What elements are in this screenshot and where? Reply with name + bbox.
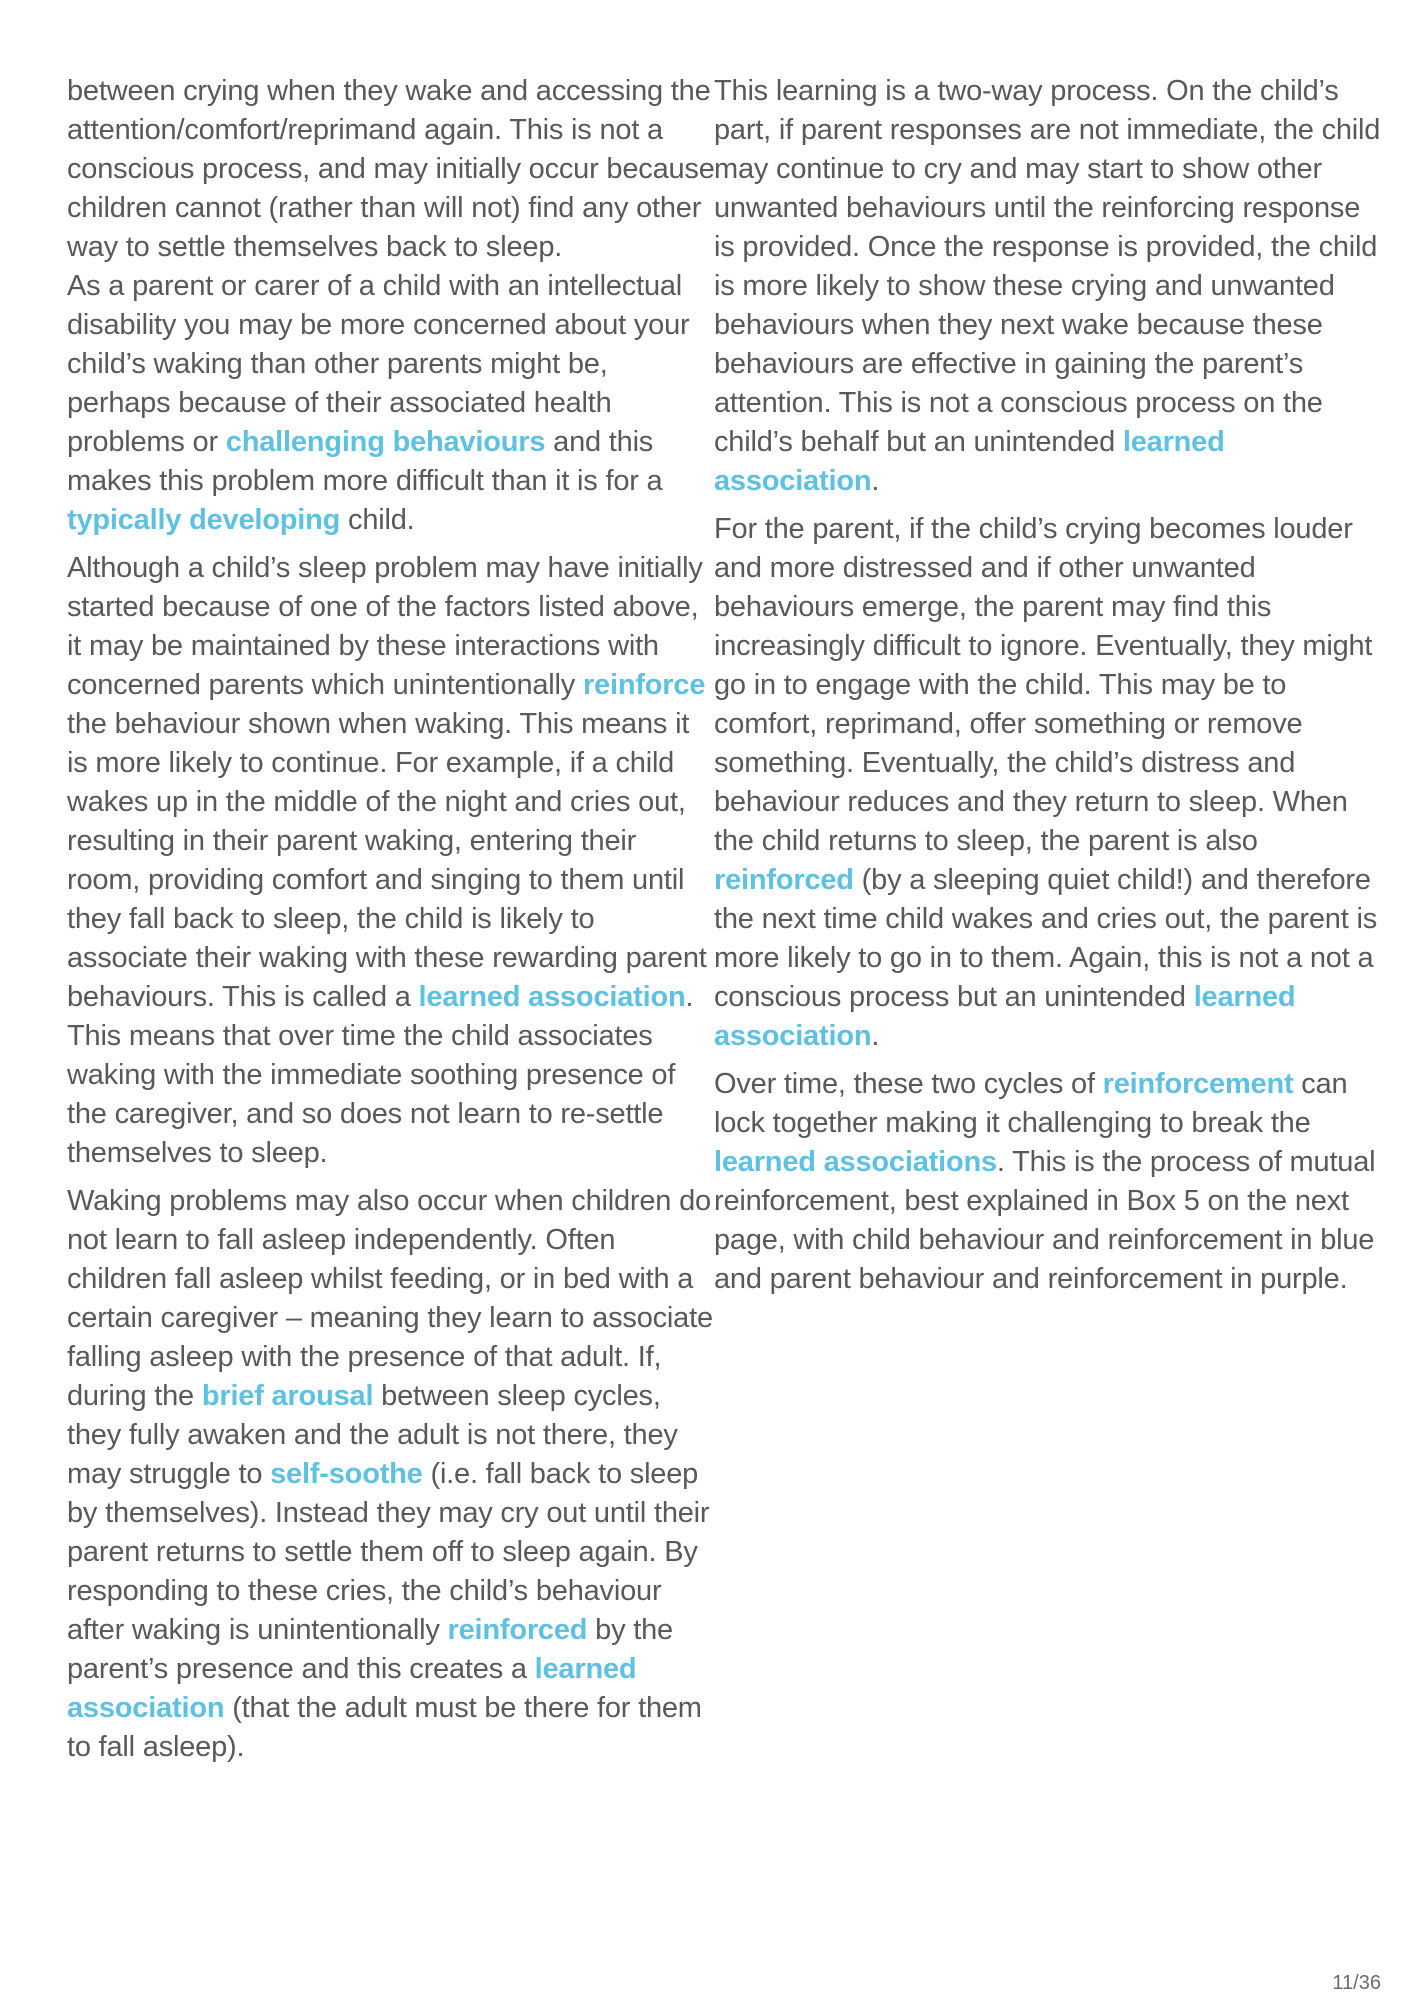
page-number: 11/36 xyxy=(1332,1972,1381,1994)
glossary-term: learned association xyxy=(714,981,1296,1052)
glossary-term: reinforced xyxy=(447,1614,588,1646)
glossary-term: reinforced xyxy=(714,864,854,896)
paragraph: For the parent, if the child’s crying becomes louder and more distressed and if other unwanted behaviours emerge, the parent may find this increasingly difficult to ignore. Eventually, they might go in to engage with the child. This may be to comfort, reprimand, offer something or remove something. Eventually, the child’s distress and behaviour reduces and they return to sleep. When the child returns to sleep, the parent is also reinforced (by a sleeping quiet child!) and therefore the next time child wakes and cries out, the parent is more likely to go in to them. Again, this is not a not a conscious process but an unintended learned association. xyxy=(714,513,1377,1052)
paragraph: This learning is a two-way process. On the child’s part, if parent responses are not immediate, the child may continue to cry and may start to show other unwanted behaviours until the reinforcing response is provided. Once the response is provided, the child is more likely to show these crying and unwanted behaviours when they next wake because these behaviours are effective in gaining the parent’s attention. This is not a conscious process on the child’s behalf but an unintended learned association. xyxy=(714,75,1381,497)
glossary-term: reinforce xyxy=(582,669,706,701)
glossary-term: learned association xyxy=(418,981,686,1013)
glossary-term: challenging behaviours xyxy=(225,426,546,458)
glossary-term: learned association xyxy=(67,1653,637,1724)
glossary-term: self-soothe xyxy=(270,1458,423,1490)
glossary-term: learned association xyxy=(714,426,1225,497)
paragraph: Although a child’s sleep problem may have initially started because of one of the factors listed above, it may be maintained by these interactions with concerned parents which unintentionally reinforce the behaviour shown when waking. This means it is more likely to continue. For example, if a child wakes up in the middle of the night and cries out, resulting in their parent waking, entering their room, providing comfort and singing to them until they fall back to sleep, the child is likely to associate their waking with these rewarding parent behaviours. This is called a learned association. This means that over time the child associates waking with the immediate soothing presence of the caregiver, and so does not learn to re-settle themselves to sleep. xyxy=(67,552,707,1169)
left-column xyxy=(67,72,717,1776)
paragraph: Over time, these two cycles of reinforcement can lock together making it challenging to break the learned associations. This is the process of mutual reinforcement, best explained in Box 5 on the next page, with child behaviour and reinforcement in blue and parent behaviour and reinforcement in purple. xyxy=(714,1068,1376,1295)
glossary-term: typically developing xyxy=(67,504,341,536)
glossary-term: reinforcement xyxy=(1102,1068,1294,1100)
glossary-term: brief arousal xyxy=(201,1380,374,1412)
right-column xyxy=(714,72,1384,1308)
paragraph: between crying when they wake and accessing the attention/comfort/reprimand again. This is not a conscious process, and may initially occur because children cannot (rather than will not) find any other way to settle themselves back to sleep. As a parent or carer of a child with an intellectual disability you may be more concerned about your child’s waking than other parents might be, perhaps because of their associated health problems or challenging behaviours and this makes this problem more difficult than it is for a typically developing child. xyxy=(67,75,715,536)
paragraph: Waking problems may also occur when children do not learn to fall asleep independently. Often children fall asleep whilst feeding, or in bed with a certain caregiver – meaning they learn to associate falling asleep with the presence of that adult. If, during the brief arousal between sleep cycles, they fully awaken and the adult is not there, they may struggle to self-soothe (i.e. fall back to sleep by themselves). Instead they may cry out until their parent returns to settle them off to sleep again. By responding to these cries, the child’s behaviour after waking is unintentionally reinforced by the parent’s presence and this creates a learned association (that the adult must be there for them to fall asleep). xyxy=(67,1185,713,1763)
glossary-term: learned associations xyxy=(714,1146,997,1178)
